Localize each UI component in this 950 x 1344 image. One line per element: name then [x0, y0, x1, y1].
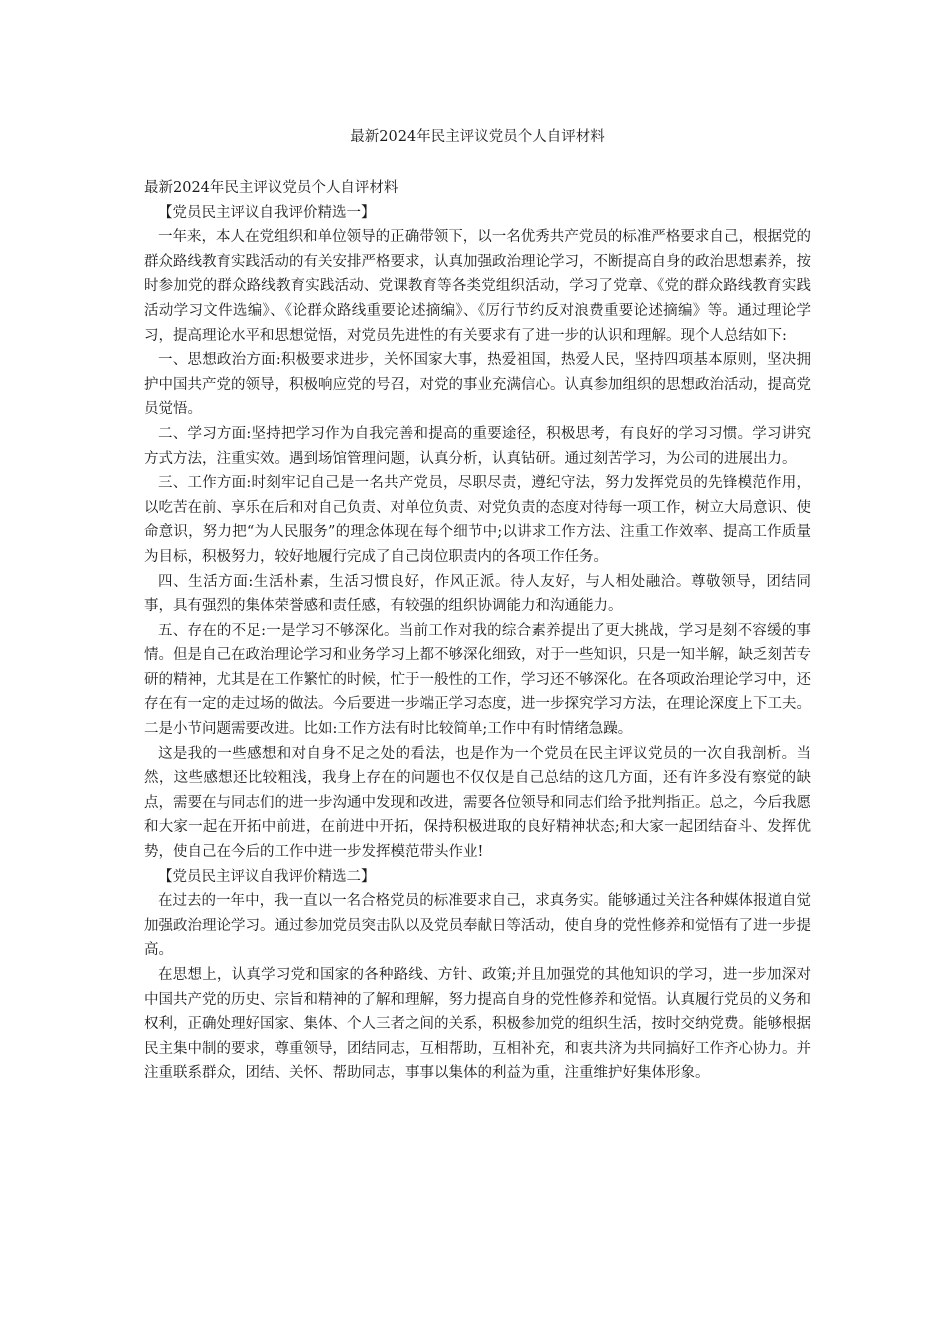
paragraph-life: 四、生活方面:生活朴素，生活习惯良好，作风正派。待人友好，与人相处融洽。尊敬领导，团结同事，具有强烈的集体荣誉感和责任感，有较强的组织协调能力和沟通能力。	[144, 573, 811, 615]
paragraph-work: 三、工作方面:时刻牢记自己是一名共产党员，尽职尽责，遵纪守法，努力发挥党员的先锋模范作用，以吃苦在前、享乐在后和对自己负责、对单位负责、对党负责的态度对待每一项工作，树立大局意识、使命意识，努力把“为人民服务”的理念体现在每个细节中;以讲求工作方法、注重工作效率、提高工作质量为目标，积极努力，较好地履行完成了自己岗位职责内的各项工作任务。	[144, 475, 811, 565]
paragraph-conclusion: 这是我的一些感想和对自身不足之处的看法，也是作为一个党员在民主评议党员的一次自我剖析。当然，这些感想还比较粗浅，我身上存在的问题也不仅仅是自己总结的这几方面，还有许多没有察觉的缺点，需要在与同志们的进一步沟通中发现和改进，需要各位领导和同志们给予批判指正。总之，今后我愿和大家一起在开拓中前进，在前进中开拓，保持积极进取的良好精神状态;和大家一起团结奋斗、发挥优势，使自己在今后的工作中进一步发挥模范带头作业!	[144, 745, 811, 861]
document-body	[144, 176, 811, 1086]
paragraph-intro: 一年来，本人在党组织和单位领导的正确带领下，以一名优秀共产党员的标准严格要求自己，根据党的群众路线教育实践活动的有关安排严格要求，认真加强政治理论学习，不断提高自身的政治思想素养，按时参加党的群众路线教育实践活动、党课教育等各类党组织活动，学习了党章、《党的群众路线教育实践活动学习文件选编》、《论群众路线重要论述摘编》、《厉行节约反对浪费重要论述摘编》等。通过理论学习，提高理论水平和思想觉悟，对党员先进性的有关要求有了进一步的认识和理解。现个人总结如下:	[144, 229, 811, 344]
document-title: 最新2024年民主评议党员个人自评材料	[350, 129, 605, 145]
body-heading-line: 最新2024年民主评议党员个人自评材料	[144, 180, 399, 196]
paragraph-past-year: 在过去的一年中，我一直以一名合格党员的标准要求自己，求真务实。能够通过关注各种媒体报道自觉加强政治理论学习。通过参加党员突击队以及党员奉献日等活动，使自身的党性修养和觉悟有了进一步提高。	[144, 893, 811, 959]
paragraph-thought: 在思想上，认真学习党和国家的各种路线、方针、政策;并且加强党的其他知识的学习，进一步加深对中国共产党的历史、宗旨和精神的了解和理解，努力提高自身的党性修养和觉悟。认真履行党员的义务和权利，正确处理好国家、集体、个人三者之间的关系，积极参加党的组织生活，按时交纳党费。能够根据民主集中制的要求，尊重领导，团结同志，互相帮助，互相补充，和衷共济为共同搞好工作齐心协力。并注重联系群众，团结、关怀、帮助同志，事事以集体的利益为重，注重维护好集体形象。	[144, 967, 811, 1082]
section-heading-1: 【党员民主评议自我评价精选一】	[158, 204, 376, 221]
paragraph-study: 二、学习方面:坚持把学习作为自我完善和提高的重要途径，积极思考，有良好的学习习惯。学习讲究方式方法，注重实效。遇到场馆管理问题，认真分析，认真钻研。通过刻苦学习，为公司的进展出力。	[144, 425, 811, 467]
paragraph-shortcomings: 五、存在的不足:一是学习不够深化。当前工作对我的综合素养提出了更大挑战，学习是刻不容缓的事情。但是自己在政治理论学习和业务学习上都不够深化细致，对于一些知识，只是一知半解，缺乏刻苦专研的精神，尤其是在工作繁忙的时候，忙于一般性的工作，学习还不够深化。在各项政治理论学习中，还存在有一定的走过场的做法。今后要进一步端正学习态度，进一步探究学习方法，在理论深度上下工夫。二是小节问题需要改进。比如:工作方法有时比较简单;工作中有时情绪急躁。	[144, 622, 811, 738]
paragraph-political: 一、思想政治方面:积极要求进步，关怀国家大事，热爱祖国，热爱人民，坚持四项基本原则，坚决拥护中国共产党的领导，积极响应党的号召，对党的事业充满信心。认真参加组织的思想政治活动，提高党员觉悟。	[144, 352, 811, 418]
section-heading-2: 【党员民主评议自我评价精选二】	[158, 868, 376, 885]
